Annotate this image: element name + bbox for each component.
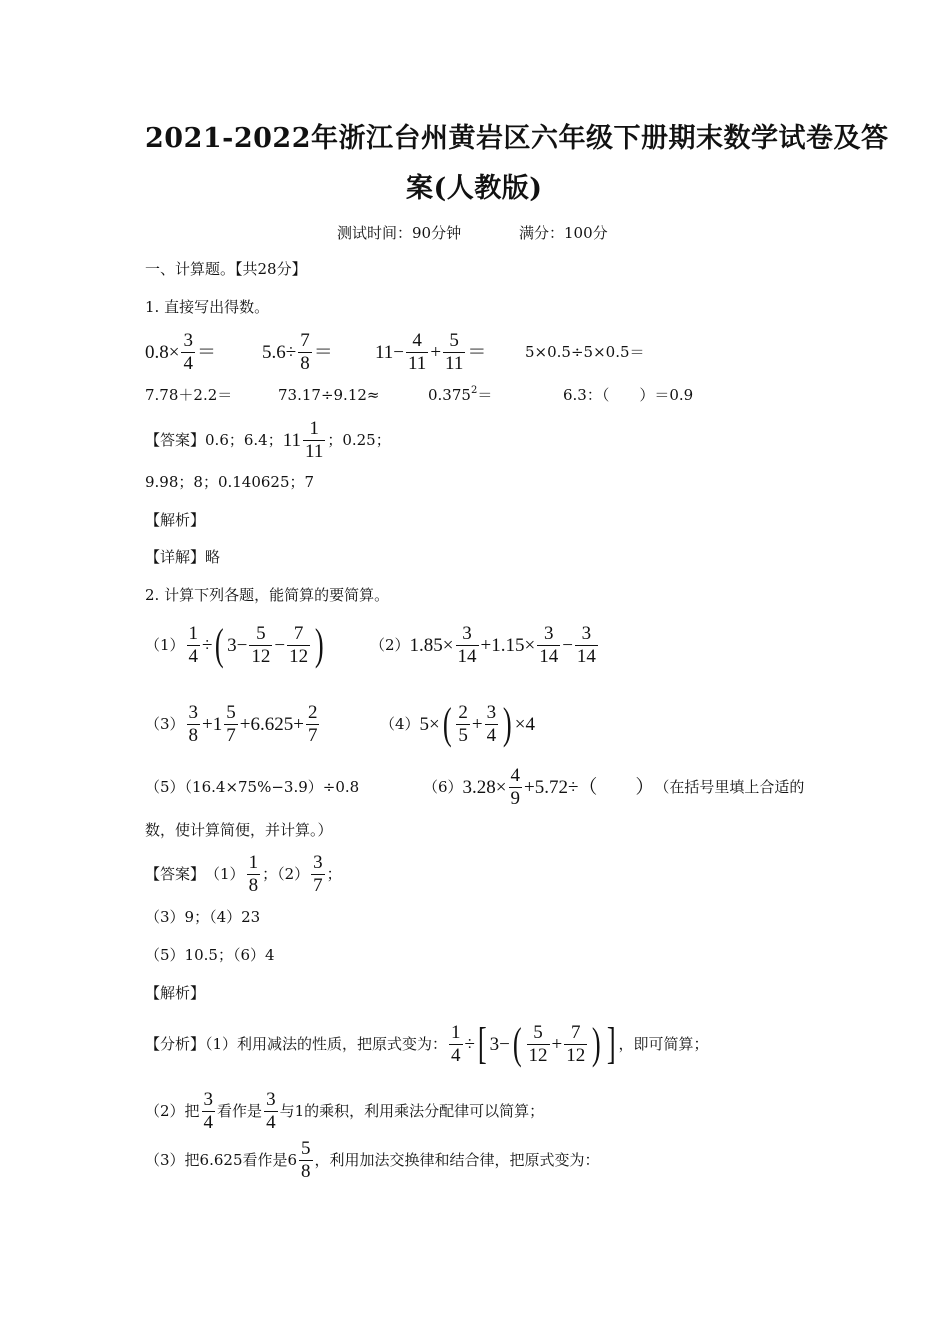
fraction: $\frac{5}{7}$ — [226, 702, 236, 746]
section-heading: 一、计算题。【共28分】 — [145, 260, 307, 278]
page-title-line1: 2021-2022年浙江台州黄岩区六年级下册期末数学试卷及答 — [145, 123, 889, 154]
q1-answer: 【答案】 0.6；6.4； 11 $\frac{1}{11}$ ；0.25； — [145, 418, 391, 462]
q2-part2: （2） 1.85× $\frac{3}{14}$ +1.15× $\frac{3}{14}$ − $\frac{3}{14}$ — [370, 623, 596, 667]
fraction: $\frac{1}{4}$ — [451, 1022, 461, 1066]
fraction: $\frac{3}{8}$ — [188, 702, 199, 746]
full-score: 满分：100分 — [519, 224, 608, 242]
fraction: $\frac{3}{4}$ — [203, 1089, 214, 1133]
right-paren: ) — [315, 620, 324, 670]
fraction: $\frac{3}{14}$ — [457, 623, 477, 667]
fraction: $\frac{7}{12}$ — [566, 1022, 586, 1066]
q1-expr-e: 7.78＋2.2＝ — [145, 386, 233, 404]
fraction: $\frac{4}{11}$ — [408, 330, 427, 374]
q2-stem: 2. 计算下列各题，能简算的要简算。 — [145, 586, 390, 604]
q1-expr-a: 0.8× $\frac{3}{4}$ ＝ — [145, 330, 216, 374]
q2-analysis-2: （2）把 $\frac{3}{4}$ 看作是 $\frac{3}{4}$ 与1的乘积，利用乘法分配律可以简算； — [145, 1089, 545, 1133]
q2-part1: （1） $\frac{1}{4}$ ÷ ( 3− $\frac{5}{12}$ − $\frac{7}{12}$ ) — [145, 620, 324, 670]
q2-answer-line2: （3）9；（4）23 — [145, 908, 261, 926]
q1-expr-c: 11− $\frac{4}{11}$ + $\frac{5}{11}$ ＝ — [375, 330, 487, 374]
fraction: $\frac{7}{12}$ — [289, 623, 309, 667]
q2-analysis-label: 【解析】 — [145, 984, 206, 1002]
left-paren: ( — [512, 1019, 522, 1069]
q1-detail: 【详解】略 — [145, 548, 221, 566]
fraction: $\frac{1}{11}$ — [305, 418, 324, 462]
q2-part4: （4） 5× ( $\frac{2}{5}$ + $\frac{3}{4}$ ) ×4 — [380, 699, 536, 749]
q2-analysis-3: （3）把6.625看作是6 $\frac{5}{8}$ ，利用加法交换律和结合律，把原式变为： — [145, 1138, 600, 1182]
fraction: $\frac{3}{14}$ — [576, 623, 596, 667]
fraction: $\frac{5}{12}$ — [251, 623, 271, 667]
q2-part6: （6） 3.28× $\frac{4}{9}$ +5.72÷（ ） （在括号里填上合适的 — [423, 765, 805, 809]
q2-part6-line2: 数，使计算简便，并计算。） — [145, 821, 333, 839]
left-paren: ( — [215, 620, 225, 670]
fraction: $\frac{3}{4}$ — [486, 702, 497, 746]
q2-part3: （3） $\frac{3}{8}$ +1 $\frac{5}{7}$ +6.625+ $\frac{2}{7}$ — [145, 702, 318, 746]
fraction: $\frac{7}{8}$ — [300, 330, 310, 374]
q2-analysis-1: 【分析】（1）利用减法的性质，把原式变为： $\frac{1}{4}$ ÷ [ 3− ( $\frac{5}{12}$ + $\frac{7}{12}$ ) ] ，即可简算； — [145, 1019, 709, 1069]
fraction: $\frac{2}{5}$ — [458, 702, 468, 746]
left-paren: ( — [442, 699, 452, 749]
q2-answer-line1: 【答案】 （1） $\frac{1}{8}$ ；（2） $\frac{3}{7}$ ； — [145, 852, 342, 896]
fraction: $\frac{1}{8}$ — [248, 852, 259, 896]
left-bracket: [ — [477, 1019, 487, 1069]
q1-expr-g: $0.375^2=$ — [428, 385, 493, 404]
q1-analysis-label: 【解析】 — [145, 511, 206, 529]
q1-expr-h: 6.3：（ ）＝0.9 — [563, 386, 694, 404]
fraction: $\frac{2}{7}$ — [307, 702, 318, 746]
fraction: $\frac{3}{14}$ — [539, 623, 559, 667]
fraction: $\frac{1}{4}$ — [188, 623, 199, 667]
fraction: $\frac{5}{12}$ — [528, 1022, 548, 1066]
q1-answer-line2: 9.98；8；0.140625；7 — [145, 473, 315, 491]
right-bracket: ] — [606, 1019, 616, 1069]
test-time: 测试时间：90分钟 — [337, 224, 462, 242]
fraction: $\frac{3}{7}$ — [313, 852, 323, 896]
fraction: $\frac{5}{8}$ — [301, 1138, 311, 1182]
right-paren: ) — [503, 699, 512, 749]
q1-stem: 1. 直接写出得数。 — [145, 298, 270, 316]
fraction: $\frac{3}{4}$ — [183, 330, 193, 374]
fraction: $\frac{4}{9}$ — [510, 765, 521, 809]
fraction: $\frac{5}{11}$ — [445, 330, 464, 374]
q1-expr-d: 5×0.5÷5×0.5＝ — [525, 343, 645, 361]
q1-expr-f: 73.17÷9.12≈ — [278, 386, 380, 404]
q2-answer-line3: （5）10.5；（6）4 — [145, 946, 275, 964]
right-paren: ) — [592, 1019, 601, 1069]
page-title-line2: 案(人教版) — [406, 173, 543, 204]
q2-part5: （5）（16.4×75%−3.9）÷0.8 — [145, 778, 360, 796]
q1-expr-b: 5.6÷ $\frac{7}{8}$ ＝ — [262, 330, 333, 374]
fraction: $\frac{3}{4}$ — [266, 1089, 276, 1133]
